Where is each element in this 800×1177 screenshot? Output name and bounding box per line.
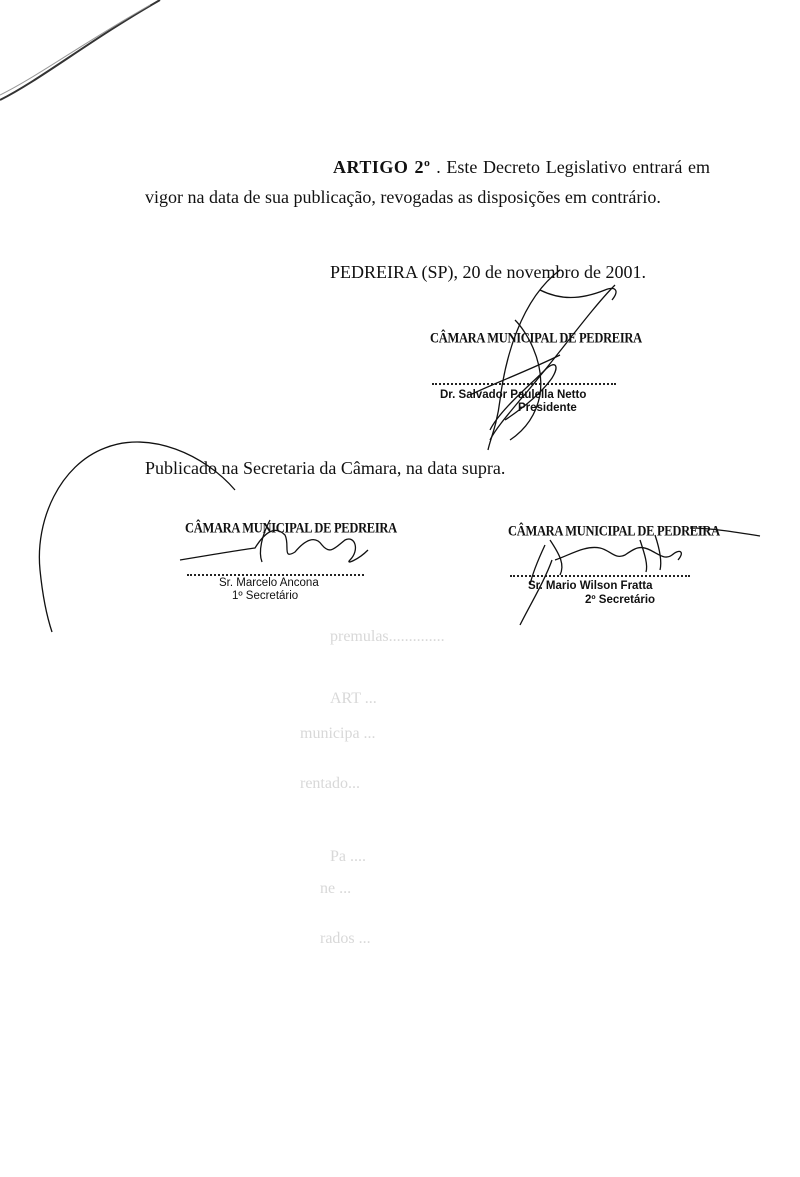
publication-note: Publicado na Secretaria da Câmara, na data supra. — [145, 458, 506, 478]
bleed-through-text: rados ... — [320, 930, 371, 947]
president-name: Dr. Salvador Paulella Netto — [440, 389, 587, 401]
article-heading: ARTIGO 2º — [333, 157, 431, 177]
article-paragraph — [145, 152, 710, 212]
secretary2-name: Sr. Mario Wilson Fratta — [528, 580, 653, 592]
president-signature-line — [432, 383, 616, 385]
bleed-through-text: ne ... — [320, 880, 352, 897]
bleed-through-text: Pa .... — [330, 848, 366, 865]
secretary1-role: 1º Secretário — [232, 590, 299, 602]
secretary2-role: 2º Secretário — [585, 594, 656, 606]
secretary1-signature-line — [187, 574, 364, 576]
secretary2-stamp: CÂMARA MUNICIPAL DE PEDREIRA — [508, 522, 720, 539]
president-role: Presidente — [518, 402, 577, 414]
page-corner-fold — [0, 0, 170, 110]
bleed-through-text: rentado... — [300, 775, 360, 792]
president-stamp: CÂMARA MUNICIPAL DE PEDREIRA — [430, 329, 642, 346]
secretary2-signature-line — [510, 575, 690, 577]
secretary1-name: Sr. Marcelo Ancona — [219, 577, 319, 589]
president-signature — [470, 270, 616, 450]
bleed-through-text: municipa ... — [300, 725, 376, 742]
secretary1-stamp: CÂMARA MUNICIPAL DE PEDREIRA — [185, 519, 397, 536]
place-date: PEDREIRA (SP), 20 de novembro de 2001. — [330, 262, 646, 282]
bleed-through-text: ART ... — [330, 690, 377, 707]
article-text: . Este Decreto Legislativo entrará em vigor na data de sua publicação, revogadas as disposições em contrário. — [145, 157, 710, 207]
bleed-through-text: premulas.............. — [330, 628, 445, 645]
